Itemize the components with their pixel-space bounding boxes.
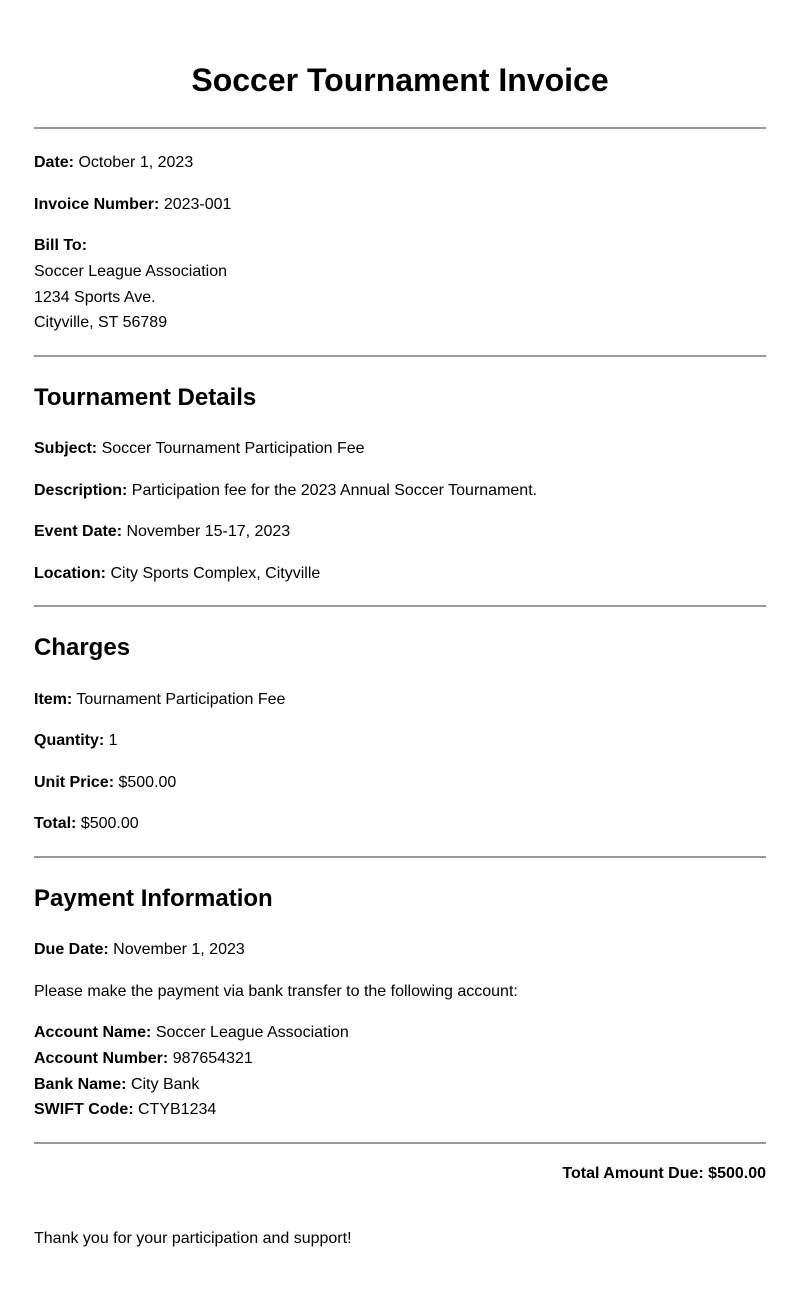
page-title: Soccer Tournament Invoice (191, 62, 609, 98)
swift-code-value: CTYB1234 (138, 1101, 217, 1118)
event-date-label: Event Date: (34, 523, 123, 540)
payment-instruction: Please make the payment via bank transfer to the following account: (34, 983, 518, 1000)
quantity-value: 1 (108, 732, 118, 749)
swift-code-row (34, 1100, 216, 1120)
bank-name-row (34, 1075, 199, 1095)
invoice-number (34, 195, 231, 215)
unit-price-label: Unit Price: (34, 774, 115, 791)
due-date-label: Due Date: (34, 941, 109, 958)
due-date-value: November 1, 2023 (113, 941, 245, 958)
event-date-row (34, 522, 290, 542)
description-row (34, 481, 537, 501)
bill-to-label: Bill To: (34, 237, 88, 254)
account-number-value: 987654321 (172, 1050, 253, 1067)
location-row (34, 564, 320, 584)
swift-code-label: SWIFT Code: (34, 1101, 134, 1118)
invoice-date (34, 153, 193, 173)
subject-row (34, 439, 365, 459)
divider (34, 856, 766, 858)
total-value: $500.00 (80, 815, 139, 832)
date-label: Date: (34, 154, 75, 171)
total-amount-due: Total Amount Due: $500.00 (562, 1165, 766, 1182)
invoice-number-label: Invoice Number: (34, 196, 160, 213)
total-label: Total: (34, 815, 77, 832)
bill-to-line: Soccer League Association (34, 263, 228, 280)
item-label: Item: (34, 691, 73, 708)
bill-to-line: 1234 Sports Ave. (34, 289, 156, 306)
bill-to-line: Cityville, ST 56789 (34, 314, 168, 331)
divider (34, 605, 766, 607)
divider (34, 1142, 766, 1144)
item-row (34, 690, 285, 710)
description-label: Description: (34, 482, 128, 499)
divider (34, 127, 766, 129)
tournament-details-heading: Tournament Details (34, 384, 257, 411)
payment-information-heading: Payment Information (34, 885, 273, 912)
divider (34, 355, 766, 357)
subject-label: Subject: (34, 440, 98, 457)
account-name-value: Soccer League Association (155, 1024, 349, 1041)
description-value: Participation fee for the 2023 Annual Soccer Tournament. (131, 482, 538, 499)
account-name-row (34, 1023, 349, 1043)
event-date-value: November 15-17, 2023 (126, 523, 291, 540)
thank-you-note: Thank you for your participation and support! (34, 1230, 352, 1247)
charges-heading: Charges (34, 634, 131, 661)
date-value: October 1, 2023 (78, 154, 194, 171)
bank-name-label: Bank Name: (34, 1076, 127, 1093)
account-number-row (34, 1049, 253, 1069)
item-value: Tournament Participation Fee (76, 691, 286, 708)
quantity-label: Quantity: (34, 732, 105, 749)
unit-price-row (34, 773, 176, 793)
bank-name-value: City Bank (130, 1076, 200, 1093)
subject-value: Soccer Tournament Participation Fee (101, 440, 365, 457)
quantity-row (34, 731, 118, 751)
invoice-number-value: 2023-001 (163, 196, 232, 213)
location-value: City Sports Complex, Cityville (110, 565, 321, 582)
location-label: Location: (34, 565, 106, 582)
account-name-label: Account Name: (34, 1024, 152, 1041)
unit-price-value: $500.00 (118, 774, 177, 791)
account-number-label: Account Number: (34, 1050, 169, 1067)
total-row (34, 814, 139, 834)
due-date-row (34, 940, 245, 960)
